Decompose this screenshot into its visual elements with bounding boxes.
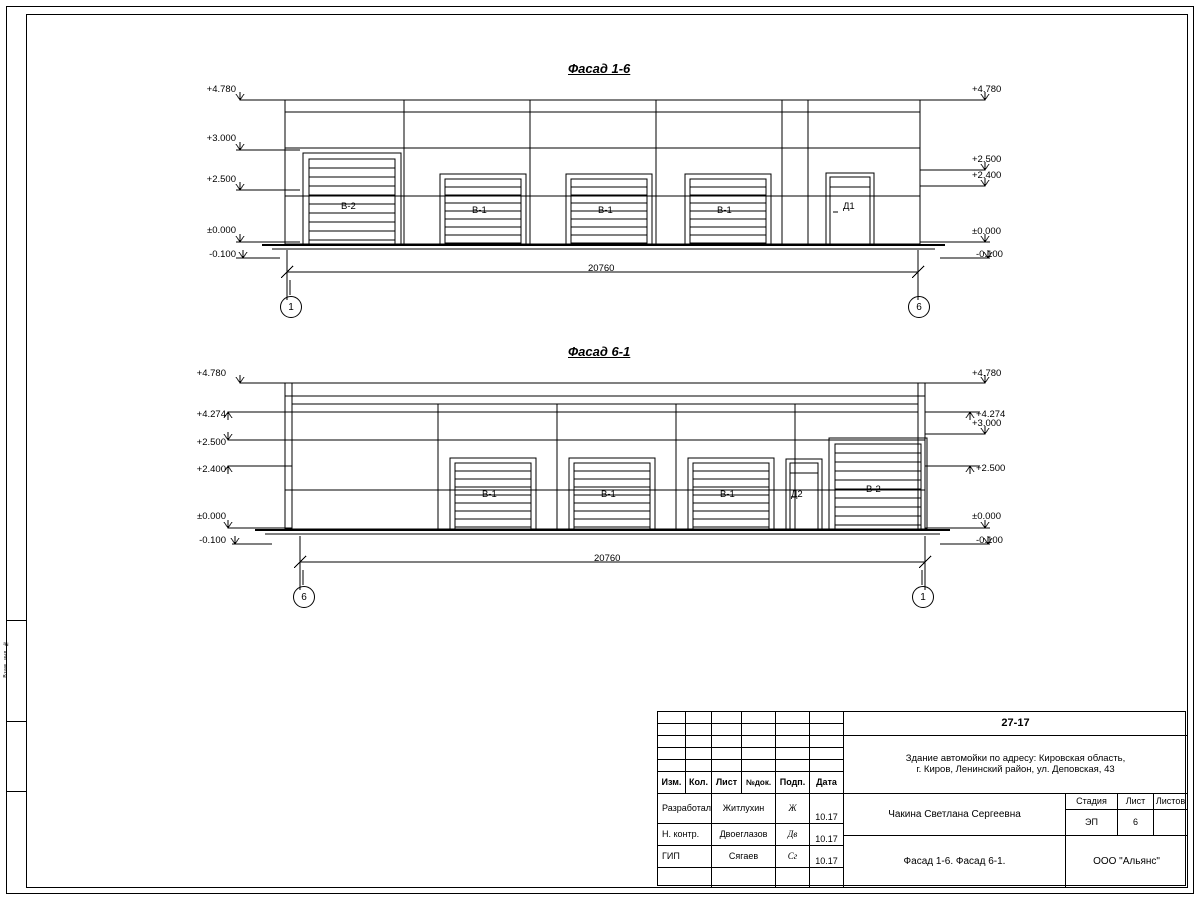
level-mark-left-4: ±0.000: [207, 225, 236, 236]
level-mark-v2-right-3: +3.000: [972, 418, 1002, 429]
rev-cell: [776, 724, 810, 736]
column-header-izm: Изм.: [658, 772, 686, 794]
level-mark-v2-right-5: ±0.000: [972, 511, 1001, 522]
level-mark-left-5: -0.100: [209, 249, 236, 260]
date-1: 10.17: [810, 794, 844, 824]
rev-cell: [686, 736, 712, 748]
column-header-data: Дата: [810, 772, 844, 794]
rev-cell: [686, 760, 712, 772]
level-mark-v2-left-2: +4.274: [196, 409, 226, 420]
rev-cell: [742, 712, 776, 724]
signature-3: Сг: [776, 846, 810, 868]
drawing-number: 27-17: [844, 712, 1187, 736]
rev-cell: [810, 712, 844, 724]
column-header-ndok: №док.: [742, 772, 776, 794]
opening-label-v2-1: В-1: [482, 489, 497, 500]
rev-cell: [658, 760, 686, 772]
opening-label-v2-2: В-1: [601, 489, 616, 500]
name-label-1: Житлухин: [712, 794, 776, 824]
level-mark-right-3: +2.400: [972, 170, 1002, 181]
level-mark-left-2: +3.000: [206, 133, 236, 144]
date-3: 10.17: [810, 846, 844, 868]
company-name: ООО "Альянс": [1093, 855, 1160, 867]
axis-marker-v1-left: 1: [280, 296, 302, 318]
level-mark-right-2: +2.500: [972, 154, 1002, 165]
axis-marker-v2-left: 6: [293, 586, 315, 608]
sheet-title: Фасад 1-6. Фасад 6-1.: [844, 836, 1066, 887]
name-label-3: Сягаев: [712, 846, 776, 868]
role-label-1: Разработал: [658, 794, 712, 824]
rev-cell: [776, 736, 810, 748]
view-title-facade-6-1: Фасад 6-1: [568, 344, 631, 359]
rev-cell: [658, 712, 686, 724]
sheet-label: Лист: [1118, 794, 1154, 810]
opening-label-v2-4: Д2: [791, 489, 803, 500]
rev-cell: [742, 724, 776, 736]
left-margin-strip: [6, 620, 26, 893]
opening-label-v1-4: В-1: [717, 205, 732, 216]
rev-cell: [686, 748, 712, 760]
level-mark-left-3: +2.500: [206, 174, 236, 185]
signature-2: Дв: [776, 824, 810, 846]
role-label-2: Н. контр.: [658, 824, 712, 846]
opening-label-v1-2: В-1: [472, 205, 487, 216]
rev-cell: [712, 748, 742, 760]
title-block: [657, 711, 1186, 886]
rev-cell: [776, 748, 810, 760]
axis-marker-v1-right: 6: [908, 296, 930, 318]
stage-label: Стадия: [1066, 794, 1118, 810]
rev-cell: [742, 736, 776, 748]
rev-cell: [776, 712, 810, 724]
rev-cell: [810, 748, 844, 760]
stage-value: ЭП: [1066, 810, 1118, 836]
rev-cell: [810, 760, 844, 772]
rev-cell: [686, 724, 712, 736]
name-label-2: Двоеглазов: [712, 824, 776, 846]
level-mark-right-1: +4.780: [972, 84, 1002, 95]
sheets-value: [1154, 810, 1187, 836]
sheets-label: Листов: [1154, 794, 1187, 810]
project-title-line2: г. Киров, Ленинский район, ул. Деповская, 43: [916, 763, 1115, 775]
sheet-value: 6: [1118, 810, 1154, 836]
level-mark-left-1: +4.780: [206, 84, 236, 95]
column-header-list: Лист: [712, 772, 742, 794]
rev-cell: [686, 712, 712, 724]
rev-cell: [776, 760, 810, 772]
rev-cell: [712, 760, 742, 772]
opening-label-v2-3: В-1: [720, 489, 735, 500]
rev-cell: [712, 736, 742, 748]
column-header-podp: Подп.: [776, 772, 810, 794]
opening-label-v1-1: В-2: [341, 201, 356, 212]
level-mark-right-5: -0.100: [976, 249, 1003, 260]
level-mark-v2-left-5: ±0.000: [197, 511, 226, 522]
level-mark-v2-right-6: -0.100: [976, 535, 1003, 546]
rev-cell: [712, 724, 742, 736]
rev-cell: [658, 736, 686, 748]
rev-cell: [658, 724, 686, 736]
overall-dimension-v2: 20760: [594, 553, 621, 564]
level-mark-v2-right-1: +4.780: [972, 368, 1002, 379]
level-mark-v2-right-4: +2.500: [976, 463, 1006, 474]
date-2: 10.17: [810, 824, 844, 846]
axis-marker-v2-right: 1: [912, 586, 934, 608]
column-header-kol: Кол.: [686, 772, 712, 794]
level-mark-v2-left-3: +2.500: [196, 437, 226, 448]
project-title: [844, 736, 1187, 794]
left-strip-label: Взам. инв. №: [3, 640, 9, 678]
rev-cell: [658, 748, 686, 760]
client-name: Чакина Светлана Сергеевна: [844, 794, 1066, 836]
level-mark-v2-right-2: +4.274: [976, 409, 1006, 420]
overall-dimension-v1: 20760: [588, 263, 615, 274]
level-mark-right-4: ±0.000: [972, 226, 1001, 237]
level-mark-v2-left-4: +2.400: [196, 464, 226, 475]
opening-label-v1-3: В-1: [598, 205, 613, 216]
level-mark-v2-left-1: +4.780: [196, 368, 226, 379]
rev-cell: [742, 748, 776, 760]
opening-label-v1-5: Д1: [843, 201, 855, 212]
rev-cell: [810, 736, 844, 748]
opening-label-v2-5: В-2: [866, 484, 881, 495]
view-title-facade-1-6: Фасад 1-6: [568, 61, 631, 76]
rev-cell: [810, 724, 844, 736]
project-title-line1: Здание автомойки по адресу: Кировская область,: [905, 752, 1126, 764]
signature-1: Ж: [776, 794, 810, 824]
rev-cell: [742, 760, 776, 772]
level-mark-v2-left-6: -0.100: [199, 535, 226, 546]
role-label-3: ГИП: [658, 846, 712, 868]
rev-cell: [712, 712, 742, 724]
